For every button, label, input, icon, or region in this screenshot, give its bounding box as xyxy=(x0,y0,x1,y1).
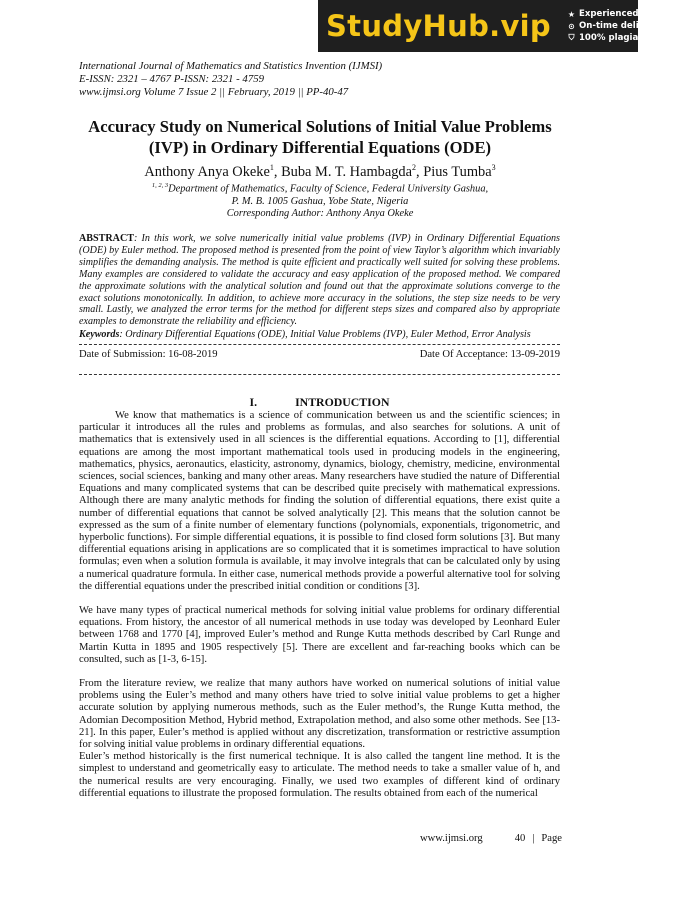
section-number: I. xyxy=(249,395,258,409)
section-heading xyxy=(79,395,560,410)
journal-header xyxy=(79,60,382,99)
affil-line: P. M. B. 1005 Gashua, Yobe State, Nigeria xyxy=(231,195,409,207)
studyhub-banner[interactable] xyxy=(318,0,682,52)
divider xyxy=(79,344,560,345)
author-list xyxy=(75,159,565,181)
page-number: 40 xyxy=(514,833,526,844)
section-body xyxy=(79,410,560,800)
shield-icon: ⛉ xyxy=(568,33,575,42)
banner-features xyxy=(567,9,682,43)
page-label: Page xyxy=(541,833,562,844)
title-line: Accuracy Study on Numerical Solutions of Initial Value Problems xyxy=(88,117,552,136)
abstract-label: ABSTRACT xyxy=(79,233,134,244)
abstract xyxy=(79,233,560,328)
star-icon: ★ xyxy=(567,9,576,19)
affiliation xyxy=(75,180,565,221)
title-line: (IVP) in Ordinary Differential Equations (ODE) xyxy=(148,138,492,157)
page-footer xyxy=(420,833,562,844)
feature-item xyxy=(567,9,682,19)
paragraph: From the literature review, we realize that many authors have worked on numerical solutions of initial value problems using the Euler’s method and many others have tried to solve initial value problems to get a higher accurate solution by applying numerous methods, such as the Euler method’s, the Runge Kutta method, the Adomian Decomposition Method, Hybrid method, Extrapolation method, and also some other methods. See [13-21]. In this paper, Euler’s method is applied without any discretization, transformation or restrictive assumption for solving initial value problems in ordinary differential equations. xyxy=(79,678,560,751)
feature-label: 100% plagiarism free xyxy=(578,33,682,43)
feature-item xyxy=(567,33,682,43)
author-name: Pius Tumba xyxy=(423,163,492,180)
author-sup: 3 xyxy=(491,163,496,172)
divider xyxy=(79,374,560,375)
paper-title xyxy=(75,116,565,158)
feature-label: Experienced writers xyxy=(578,9,676,19)
clock-icon: ⊙ xyxy=(568,21,575,31)
keywords xyxy=(79,329,560,341)
footer-site[interactable]: www.ijmsi.org xyxy=(420,833,483,844)
feature-item xyxy=(567,21,682,31)
journal-name: International Journal of Mathematics and Statistics Invention (IJMSI) xyxy=(79,60,383,72)
paragraph: We know that mathematics is a science of communication between us and the scientific sciences; in particular it introduces all the rules and problems as formulas, and also searches for solutions. A unit of mathematics that is extensively used in all sciences is the differential equations. According to [1], differential equations are among the most important mathematical tools used in producing models in the engineering, mathematics, physics, aeronautics, elasticity, astronomy, dynamics, biology, chemistry, medicine, environmental sciences, social sciences, banking and many other areas. Many researchers have studied the nature of Differential Equations and many complicated systems that can be described quite precisely with mathematical expressions. Although there are many analytic methods for finding the solution of differential equations, there exist quite a number of differential equations that cannot be solved analytically [2]. This means that the solution cannot be expressed as the sum of a finite number of elementary functions (polynomials, exponentials, trigonometric, and hyperbolic functions). For simple differential equations, it is possible to find closed form solutions [3]. But many differential equations arising in applications are so complicated that it is sometimes impractical to have solution formulas; even when a solution formula is available, it may involve integrals that can be calculated only by using a numerical quadrature formula. In either case, numerical methods provide a powerful alternative tool for solving the differential equations under the prescribed initial condition or conditions [3]. xyxy=(79,410,560,592)
abstract-text: : In this work, we solve numerically initial value problems (IVP) in Ordinary Differential Equations (ODE) by Euler method. The proposed method is presented from the point of view Taylor’s algorithm which invariably simplifies the demanding analysis. The method is quite efficient and practically well suited for solving these problems. Many examples are considered to validate the accuracy and easy application of the proposed method. We compared the approximate solutions with the analytical solution and found out that the approximate solutions converge to the exact solutions monotonically. In addition, to achieve more accuracy in the solutions, the step size needs to be very small. Lastly, we analyzed the error terms for the method for different steps sizes and compared also by appropriate examples to demonstrate the reliability and efficiency. xyxy=(79,233,560,328)
section-title: INTRODUCTION xyxy=(295,395,390,409)
author-separator: , xyxy=(273,163,282,180)
keywords-text: : Ordinary Differential Equations (ODE), Initial Value Problems (IVP), Euler Method, Error Analysis xyxy=(119,329,531,340)
author-name: Buba M. T. Hambagda xyxy=(281,163,413,180)
affil-line: Department of Mathematics, Faculty of Science, Federal University Gashua, xyxy=(168,183,489,195)
paragraph: Euler’s method historically is the first numerical technique. It is also called the tangent line method. It is the simplest to understand and geometrically easy to articulate. The method needs to take a smaller value of h, and the numerical results are very encouraging. Finally, we used two examples of different kind of ordinary differential equations to illustrate the proposed formulation. The results obtained from each of the numerical xyxy=(79,751,560,799)
author-sup: 1 xyxy=(269,163,274,172)
acceptance-date: Date Of Acceptance: 13-09-2019 xyxy=(419,349,560,360)
feature-label: On-time delivery xyxy=(578,21,660,31)
dates-row xyxy=(79,348,560,361)
corresponding-author: Corresponding Author: Anthony Anya Okeke xyxy=(226,208,414,220)
keywords-label: Keywords xyxy=(79,329,120,340)
author-sup: 2 xyxy=(412,163,417,172)
studyhub-logo[interactable]: StudyHub.vip xyxy=(326,9,551,43)
journal-url: www.ijmsi.org Volume 7 Issue 2 || February, 2019 || PP-40-47 xyxy=(79,86,349,98)
author-name: Anthony Anya Okeke xyxy=(144,163,270,180)
footer-separator: | xyxy=(532,833,535,844)
affil-sup: 1, 2, 3 xyxy=(151,182,169,189)
submission-date: Date of Submission: 16-08-2019 xyxy=(79,349,218,360)
paragraph: We have many types of practical numerical methods for solving initial value problems for ordinary differential equations. From history, the ancestor of all numerical methods in use today was developed by Leonhard Euler between 1768 and 1770 [4], improved Euler’s method and Runge Kutta methods described by Carl Runge and Martin Kutta in 1895 and 1905 respectively [5]. There are excellent and far-reaching books which can be consulted, such as [1-3, 6-15]. xyxy=(79,605,560,665)
journal-issn: E-ISSN: 2321 – 4767 P-ISSN: 2321 - 4759 xyxy=(79,73,265,85)
author-separator: , xyxy=(416,163,424,180)
